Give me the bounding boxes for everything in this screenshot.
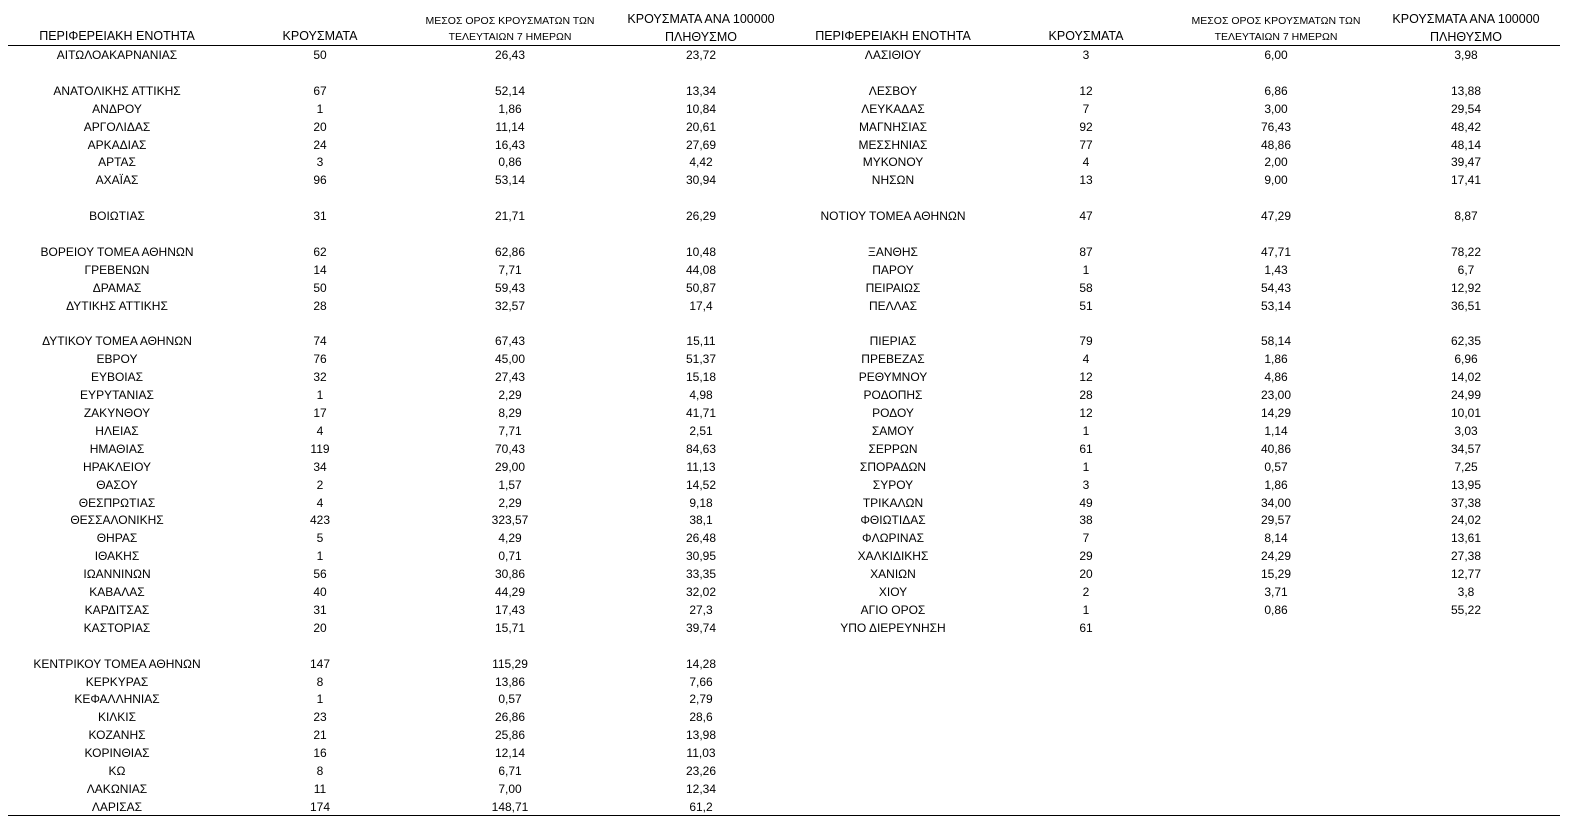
region-name: ΣΥΡΟΥ: [872, 477, 914, 492]
region-name: ΛΑΚΩΝΙΑΣ: [86, 781, 148, 796]
region-name: ΠΑΡΟΥ: [872, 262, 914, 277]
per100k-value: 37,38: [1450, 495, 1482, 510]
avg7-value: 7,71: [498, 262, 522, 277]
avg7-value: 48,86: [1260, 137, 1292, 152]
avg7-value: 27,43: [494, 370, 526, 385]
cases-value: 61: [1079, 441, 1093, 456]
cases-value: 76: [313, 352, 327, 367]
region-name: ΒΟΡΕΙΟΥ ΤΟΜΕΑ ΑΘΗΝΩΝ: [40, 244, 194, 259]
region-name: ΚΑΒΑΛΑΣ: [89, 585, 145, 599]
per100k-value: 24,99: [1450, 388, 1482, 403]
cases-value: 20: [313, 119, 327, 134]
per100k-value: 12,77: [1450, 567, 1482, 582]
cases-value: 49: [1079, 495, 1093, 510]
region-name: ΜΥΚΟΝΟΥ: [862, 155, 924, 170]
region-name: ΔΥΤΙΚΟΥ ΤΟΜΕΑ ΑΘΗΝΩΝ: [42, 334, 192, 349]
avg7-value: 1,43: [1264, 262, 1288, 277]
region-name: ΡΕΘΥΜΝΟΥ: [858, 370, 928, 385]
cases-value: 74: [313, 334, 327, 349]
avg7-value: 8,29: [498, 406, 522, 420]
per100k-value: 13,88: [1450, 83, 1482, 98]
cases-value: 4: [316, 423, 324, 438]
region-name: ΥΠΟ ΔΙΕΡΕΥΝΗΣΗ: [840, 620, 946, 635]
avg7-value: 34,00: [1260, 495, 1292, 510]
per100k-value: 6,96: [1454, 352, 1478, 367]
cases-value: 50: [313, 48, 327, 62]
avg7-value: 76,43: [1260, 119, 1292, 134]
per100k-value: 13,95: [1450, 477, 1482, 492]
region-name: ΠΕΙΡΑΙΩΣ: [865, 280, 921, 295]
per100k-value: 27,38: [1450, 549, 1482, 564]
per100k-value: 11,13: [686, 459, 716, 474]
cases-value: 87: [1079, 244, 1093, 259]
region-name: ΝΟΤΙΟΥ ΤΟΜΕΑ ΑΘΗΝΩΝ: [820, 209, 966, 224]
region-name: ΚΙΛΚΙΣ: [97, 710, 137, 725]
avg7-value: 3,71: [1264, 585, 1288, 599]
region-name: ΦΛΩΡΙΝΑΣ: [862, 531, 924, 546]
per100k-value: 13,61: [1450, 531, 1482, 546]
avg7-value: 7,71: [498, 423, 522, 438]
per100k-value: 6,7: [1457, 262, 1475, 277]
region-name: ΝΗΣΩΝ: [871, 173, 915, 188]
cases-value: 8: [316, 764, 324, 778]
region-name: ΑΝΔΡΟΥ: [92, 101, 142, 116]
cases-value: 67: [313, 83, 327, 98]
cases-value: 50: [313, 280, 327, 295]
cases-value: 4: [1082, 352, 1090, 367]
cases-value: 77: [1079, 137, 1093, 152]
avg7-value: 1,14: [1264, 423, 1288, 438]
avg7-value: 15,29: [1260, 567, 1292, 582]
avg7-value: 1,57: [498, 477, 522, 492]
cases-value: 40: [313, 585, 327, 599]
cases-value: 12: [1079, 83, 1093, 98]
avg7-value: 148,71: [491, 799, 529, 814]
header-avg7-line1-right: ΜΕΣΟΣ ΟΡΟΣ ΚΡΟΥΣΜΑΤΩΝ ΤΩΝ: [1191, 15, 1361, 27]
cases-value: 20: [1079, 567, 1093, 582]
per100k-value: 14,28: [685, 656, 717, 671]
region-name: ΕΥΡΥΤΑΝΙΑΣ: [80, 388, 154, 403]
per100k-value: 62,35: [1450, 334, 1482, 349]
cases-value: 1: [316, 101, 324, 116]
cases-value: 51: [1079, 298, 1093, 313]
avg7-value: 0,86: [498, 155, 522, 170]
per100k-value: 27,3: [689, 602, 713, 617]
avg7-value: 115,29: [492, 656, 528, 671]
region-name: ΑΓΙΟ ΟΡΟΣ: [860, 602, 926, 617]
region-name: ΘΕΣΣΑΛΟΝΙΚΗΣ: [70, 513, 164, 528]
per100k-value: 39,74: [685, 620, 717, 635]
avg7-value: 0,86: [1264, 602, 1288, 617]
region-name: ΠΡΕΒΕΖΑΣ: [861, 352, 925, 367]
avg7-value: 4,86: [1264, 370, 1288, 385]
region-name: ΚΑΣΤΟΡΙΑΣ: [83, 620, 151, 635]
avg7-value: 11,14: [495, 119, 525, 134]
region-name: ΠΙΕΡΙΑΣ: [869, 334, 917, 349]
header-rule: [8, 45, 1560, 46]
per100k-value: 3,03: [1454, 423, 1478, 438]
per100k-value: 7,66: [689, 674, 713, 689]
cases-value: 1: [316, 692, 324, 707]
region-name: ΔΡΑΜΑΣ: [92, 280, 142, 295]
region-name: ΔΥΤΙΚΗΣ ΑΤΤΙΚΗΣ: [66, 298, 168, 313]
per100k-value: 48,14: [1450, 137, 1482, 152]
cases-value: 21: [313, 728, 327, 743]
cases-value: 23: [313, 710, 327, 725]
cases-value: 5: [316, 531, 324, 546]
per100k-value: 12,92: [1450, 280, 1482, 295]
region-name: ΣΠΟΡΑΔΩΝ: [859, 459, 927, 474]
avg7-value: 47,29: [1260, 209, 1292, 224]
cases-value: 174: [309, 799, 331, 814]
avg7-value: 29,00: [494, 459, 526, 474]
region-name: ΛΕΥΚΑΔΑΣ: [861, 101, 925, 116]
cases-value: 28: [1079, 388, 1093, 403]
avg7-value: 2,29: [498, 495, 522, 510]
per100k-value: 3,98: [1454, 48, 1478, 62]
per100k-value: 26,29: [685, 209, 717, 224]
cases-value: 1: [1082, 262, 1090, 277]
cases-value: 3: [1082, 477, 1090, 492]
region-name: ΚΑΡΔΙΤΣΑΣ: [84, 602, 150, 617]
avg7-value: 2,29: [498, 388, 522, 403]
per100k-value: 12,34: [685, 781, 717, 796]
avg7-value: 44,29: [494, 585, 526, 599]
per100k-value: 8,87: [1454, 209, 1478, 224]
per100k-value: 9,18: [689, 495, 713, 510]
avg7-value: 1,86: [498, 101, 522, 116]
per100k-value: 4,42: [689, 155, 713, 170]
cases-value: 13: [1079, 173, 1093, 188]
cases-value: 58: [1079, 280, 1093, 295]
cases-value: 1: [316, 549, 324, 564]
per100k-value: 29,54: [1450, 101, 1482, 116]
cases-value: 12: [1079, 370, 1093, 385]
avg7-value: 1,86: [1264, 352, 1288, 367]
region-name: ΡΟΔΟΥ: [872, 406, 914, 420]
avg7-value: 47,71: [1260, 244, 1292, 259]
per100k-value: 28,6: [689, 710, 713, 725]
cases-value: 14: [313, 262, 327, 277]
cases-value: 38: [1079, 513, 1093, 528]
region-name: ΧΑΝΙΩΝ: [870, 567, 916, 582]
cases-value: 1: [1082, 459, 1090, 474]
avg7-value: 29,57: [1260, 513, 1292, 528]
avg7-value: 53,14: [494, 173, 526, 188]
per100k-value: 55,22: [1450, 602, 1482, 617]
header-per100k-line2-left: ΠΛΗΘΥΣΜΟ: [665, 30, 737, 44]
region-name: ΘΕΣΠΡΩΤΙΑΣ: [78, 495, 156, 510]
per100k-value: 30,95: [685, 549, 717, 564]
header-avg7-line2-left: ΤΕΛΕΥΤΑΙΩΝ 7 ΗΜΕΡΩΝ: [448, 31, 572, 43]
per100k-value: 4,98: [689, 388, 713, 403]
region-name: ΚΟΖΑΝΗΣ: [88, 728, 146, 743]
avg7-value: 26,86: [494, 710, 526, 725]
region-name: ΛΑΡΙΣΑΣ: [91, 799, 143, 814]
region-name: ΑΙΤΩΛΟΑΚΑΡΝΑΝΙΑΣ: [56, 48, 178, 62]
avg7-value: 62,86: [494, 244, 526, 259]
per100k-value: 15,11: [686, 334, 716, 349]
per100k-value: 36,51: [1450, 298, 1482, 313]
avg7-value: 6,71: [498, 764, 522, 778]
header-per100k-line2-right: ΠΛΗΘΥΣΜΟ: [1430, 30, 1502, 44]
header-cases-right: ΚΡΟΥΣΜΑΤΑ: [1048, 29, 1124, 43]
cases-value: 119: [310, 441, 330, 456]
avg7-value: 59,43: [494, 280, 526, 295]
cases-value: 1: [316, 388, 324, 403]
region-name: ΙΩΑΝΝΙΝΩΝ: [83, 567, 151, 582]
avg7-value: 26,43: [494, 48, 526, 62]
per100k-value: 48,42: [1450, 119, 1482, 134]
per100k-value: 23,72: [685, 48, 717, 62]
cases-value: 7: [1082, 101, 1090, 116]
per100k-value: 13,98: [685, 728, 717, 743]
region-name: ΑΡΚΑΔΙΑΣ: [87, 137, 147, 152]
cases-value: 11: [313, 781, 327, 796]
avg7-value: 70,43: [494, 441, 526, 456]
region-name: ΗΜΑΘΙΑΣ: [89, 441, 145, 456]
cases-value: 31: [313, 209, 327, 224]
avg7-value: 0,57: [1264, 459, 1288, 474]
cases-value: 2: [316, 477, 324, 492]
avg7-value: 6,00: [1264, 48, 1288, 62]
region-name: ΜΑΓΝΗΣΙΑΣ: [858, 119, 928, 134]
avg7-value: 17,43: [494, 602, 526, 617]
header-region-left: ΠΕΡΙΦΕΡΕΙΑΚΗ ΕΝΟΤΗΤΑ: [39, 29, 195, 43]
region-name: ΚΕΡΚΥΡΑΣ: [85, 674, 149, 689]
per100k-value: 33,35: [685, 567, 717, 582]
avg7-value: 16,43: [494, 137, 526, 152]
region-name: ΚΕΝΤΡΙΚΟΥ ΤΟΜΕΑ ΑΘΗΝΩΝ: [33, 656, 201, 671]
region-name: ΚΩ: [108, 764, 126, 778]
per100k-value: 27,69: [685, 137, 717, 152]
header-region-right: ΠΕΡΙΦΕΡΕΙΑΚΗ ΕΝΟΤΗΤΑ: [815, 29, 971, 43]
per100k-value: 38,1: [689, 513, 713, 528]
per100k-value: 17,41: [1450, 173, 1482, 188]
avg7-value: 23,00: [1260, 388, 1292, 403]
avg7-value: 53,14: [1260, 298, 1292, 313]
per100k-value: 84,63: [685, 441, 717, 456]
header-per100k-line1-right: ΚΡΟΥΣΜΑΤΑ ΑΝΑ 100000: [1392, 12, 1540, 26]
avg7-value: 67,43: [494, 334, 526, 349]
per100k-value: 2,51: [689, 423, 713, 438]
per100k-value: 51,37: [685, 352, 717, 367]
region-name: ΗΡΑΚΛΕΙΟΥ: [82, 459, 152, 474]
per100k-value: 14,02: [1450, 370, 1482, 385]
per100k-value: 23,26: [685, 764, 717, 778]
per100k-value: 26,48: [685, 531, 717, 546]
region-name: ΣΑΜΟΥ: [871, 423, 915, 438]
region-name: ΚΟΡΙΝΘΙΑΣ: [84, 746, 150, 761]
per100k-value: 41,71: [685, 406, 717, 420]
avg7-value: 8,14: [1264, 531, 1288, 546]
cases-value: 16: [313, 746, 327, 761]
per100k-value: 3,8: [1457, 585, 1475, 599]
avg7-value: 13,86: [494, 674, 526, 689]
avg7-value: 45,00: [494, 352, 526, 367]
region-name: ΑΧΑΪΑΣ: [95, 173, 139, 188]
region-name: ΖΑΚΥΝΘΟΥ: [83, 406, 151, 420]
cases-value: 4: [1082, 155, 1090, 170]
region-name: ΑΝΑΤΟΛΙΚΗΣ ΑΤΤΙΚΗΣ: [53, 83, 181, 98]
region-name: ΘΗΡΑΣ: [96, 531, 138, 546]
cases-value: 7: [1082, 531, 1090, 546]
avg7-value: 9,00: [1264, 173, 1288, 188]
avg7-value: 0,71: [498, 549, 522, 564]
region-name: ΤΡΙΚΑΛΩΝ: [862, 495, 924, 510]
region-name: ΜΕΣΣΗΝΙΑΣ: [858, 137, 928, 152]
avg7-value: 1,86: [1264, 477, 1288, 492]
region-name: ΘΑΣΟΥ: [96, 477, 138, 492]
per100k-value: 14,52: [685, 477, 717, 492]
avg7-value: 30,86: [494, 567, 526, 582]
cases-value: 4: [316, 495, 324, 510]
region-name: ΧΙΟΥ: [878, 585, 908, 599]
per100k-value: 11,03: [686, 746, 716, 761]
avg7-value: 52,14: [494, 83, 526, 98]
cases-value: 1: [1082, 602, 1090, 617]
cases-value: 17: [313, 406, 327, 420]
per100k-value: 50,87: [685, 280, 717, 295]
avg7-value: 12,14: [494, 746, 526, 761]
cases-value: 1: [1082, 423, 1090, 438]
region-name: ΗΛΕΙΑΣ: [95, 423, 139, 438]
region-name: ΚΕΦΑΛΛΗΝΙΑΣ: [74, 692, 160, 707]
cases-value: 12: [1079, 406, 1093, 420]
cases-value: 62: [313, 244, 327, 259]
avg7-value: 14,29: [1260, 406, 1292, 420]
avg7-value: 40,86: [1260, 441, 1292, 456]
per100k-value: 61,2: [689, 799, 713, 814]
header-avg7-line2-right: ΤΕΛΕΥΤΑΙΩΝ 7 ΗΜΕΡΩΝ: [1214, 31, 1338, 43]
region-name: ΛΕΣΒΟΥ: [868, 83, 918, 98]
per100k-value: 15,18: [685, 370, 717, 385]
per100k-value: 44,08: [685, 262, 717, 277]
header-cases-left: ΚΡΟΥΣΜΑΤΑ: [282, 29, 358, 43]
cases-value: 24: [313, 137, 327, 152]
per100k-value: 17,4: [689, 298, 713, 313]
cases-value: 20: [313, 620, 327, 635]
per100k-value: 20,61: [685, 119, 717, 134]
cases-value: 2: [1082, 585, 1090, 599]
cases-value: 3: [1082, 48, 1090, 62]
region-name: ΕΥΒΟΙΑΣ: [90, 370, 144, 385]
region-name: ΠΕΛΛΑΣ: [868, 298, 918, 313]
cases-value: 34: [313, 459, 327, 474]
cases-value: 96: [313, 173, 327, 188]
cases-value: 28: [313, 298, 327, 313]
avg7-value: 7,00: [498, 781, 522, 796]
cases-value: 79: [1079, 334, 1093, 349]
per100k-value: 10,48: [685, 244, 717, 259]
per100k-value: 10,01: [1450, 406, 1482, 420]
avg7-value: 15,71: [494, 620, 526, 635]
avg7-value: 4,29: [498, 531, 522, 546]
per100k-value: 2,79: [689, 692, 713, 707]
avg7-value: 3,00: [1264, 101, 1288, 116]
avg7-value: 0,57: [498, 692, 522, 707]
per100k-value: 13,34: [685, 83, 717, 98]
header-per100k-line1-left: ΚΡΟΥΣΜΑΤΑ ΑΝΑ 100000: [627, 12, 775, 26]
cases-value: 423: [309, 513, 331, 528]
region-name: ΣΕΡΡΩΝ: [868, 441, 918, 456]
avg7-value: 21,71: [494, 209, 526, 224]
cases-value: 31: [313, 602, 327, 617]
region-name: ΞΑΝΘΗΣ: [868, 244, 918, 259]
region-name: ΑΡΓΟΛΙΔΑΣ: [83, 119, 151, 134]
region-name: ΦΘΙΩΤΙΔΑΣ: [860, 513, 926, 528]
region-name: ΧΑΛΚΙΔΙΚΗΣ: [857, 549, 929, 564]
avg7-value: 54,43: [1260, 280, 1292, 295]
cases-value: 92: [1079, 119, 1093, 134]
region-name: ΒΟΙΩΤΙΑΣ: [89, 209, 145, 224]
cases-value: 32: [313, 370, 327, 385]
region-name: ΙΘΑΚΗΣ: [94, 549, 140, 564]
region-name: ΡΟΔΟΠΗΣ: [863, 388, 923, 403]
cases-value: 47: [1079, 209, 1093, 224]
avg7-value: 2,00: [1264, 155, 1288, 170]
per100k-value: 7,25: [1454, 459, 1478, 474]
avg7-value: 24,29: [1260, 549, 1292, 564]
cases-value: 61: [1079, 620, 1093, 635]
region-name: ΕΒΡΟΥ: [96, 352, 138, 367]
cases-value: 8: [316, 674, 324, 689]
per100k-value: 34,57: [1450, 441, 1482, 456]
per100k-value: 30,94: [685, 173, 717, 188]
per100k-value: 39,47: [1450, 155, 1482, 170]
per100k-value: 32,02: [685, 585, 717, 599]
per100k-value: 24,02: [1450, 513, 1482, 528]
avg7-value: 6,86: [1264, 83, 1288, 98]
cases-value: 56: [313, 567, 327, 582]
avg7-value: 25,86: [494, 728, 526, 743]
cases-value: 147: [309, 656, 331, 671]
avg7-value: 323,57: [491, 513, 529, 528]
cases-value: 3: [316, 155, 324, 170]
avg7-value: 58,14: [1260, 334, 1292, 349]
region-name: ΑΡΤΑΣ: [98, 155, 136, 170]
per100k-value: 78,22: [1450, 244, 1482, 259]
avg7-value: 32,57: [494, 298, 526, 313]
region-name: ΓΡΕΒΕΝΩΝ: [84, 262, 150, 277]
cases-value: 29: [1079, 549, 1093, 564]
region-name: ΛΑΣΙΘΙΟΥ: [864, 48, 922, 62]
bottom-rule: [8, 815, 1560, 816]
per100k-value: 10,84: [685, 101, 717, 116]
header-avg7-line1-left: ΜΕΣΟΣ ΟΡΟΣ ΚΡΟΥΣΜΑΤΩΝ ΤΩΝ: [425, 15, 595, 27]
